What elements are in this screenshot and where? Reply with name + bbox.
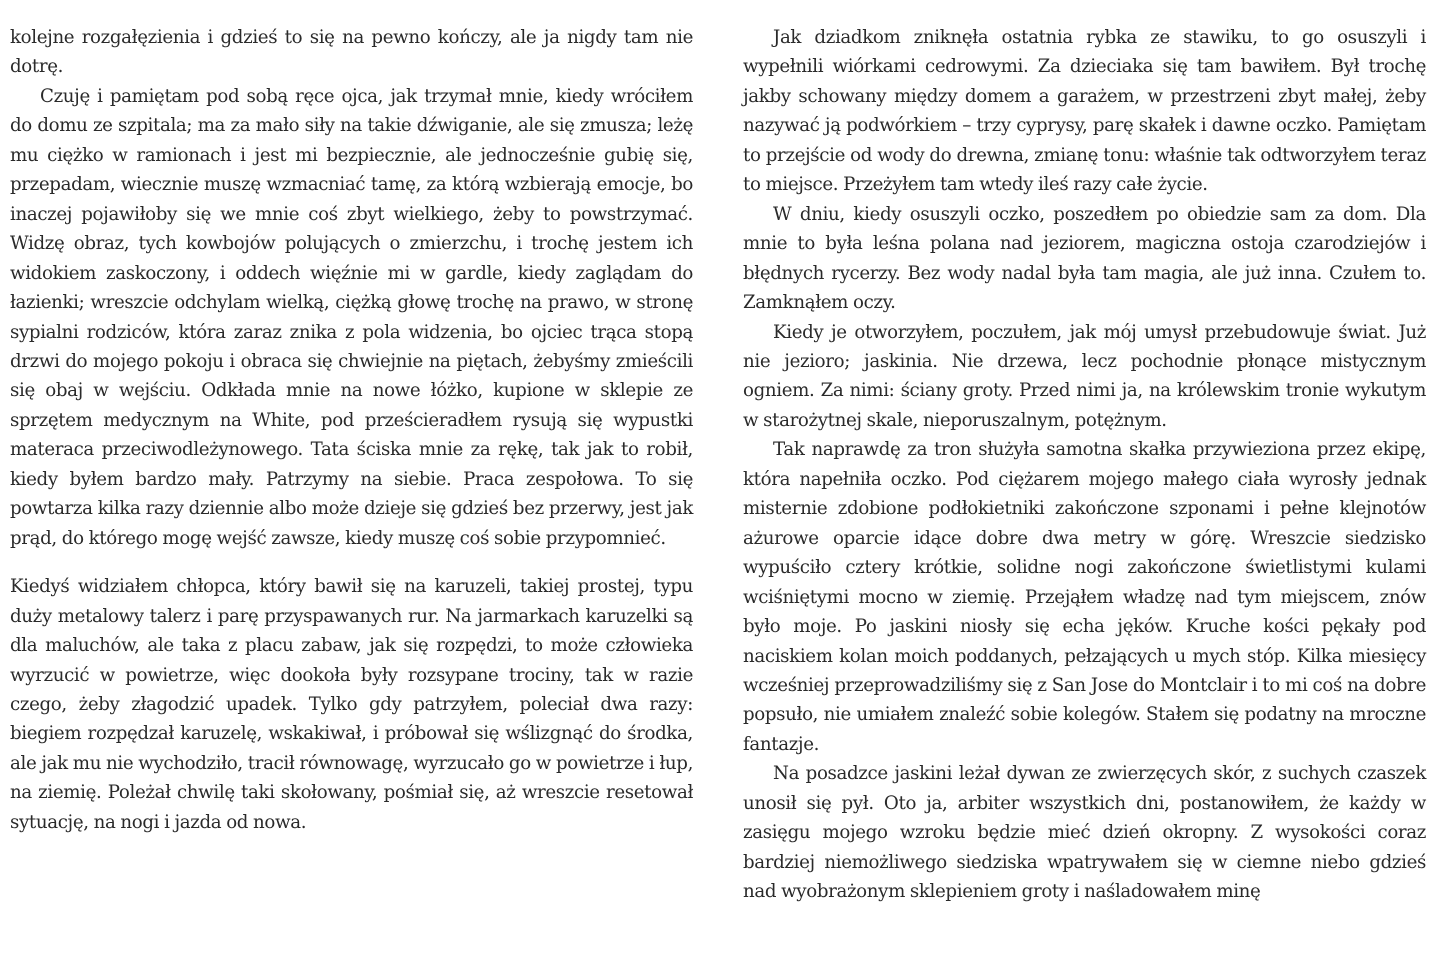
- paragraph: Na posadzce jaskini leżał dywan ze zwierzęcych skór, z suchych czaszek unosił się pył. Oto ja, arbiter wszystkich dni, postanowiłem, że każdy w zasięgu mojego wzroku będzie mieć dzień okropny. Z wysokości coraz bardziej niemożliwego siedziska wpatrywałem się w ciemne niebo gdzieś nad wyobrażonym sklepieniem groty i naśladowałem minę: [743, 763, 1426, 903]
- paragraph: Kiedy je otworzyłem, poczułem, jak mój umysł przebudowuje świat. Już nie jezioro; jaskinia. Nie drzewa, lecz pochodnie płonące mistycznym ogniem. Za nimi: ściany groty. Przed nimi ja, na królewskim tronie wykutym w starożytnej skale, nieporuszalnym, potężnym.: [743, 321, 1426, 431]
- paragraph: W dniu, kiedy osuszyli oczko, poszedłem po obiedzie sam za dom. Dla mnie to była leśna polana nad jeziorem, magiczna ostoja czarodziejów i błędnych rycerzy. Bez wody nadal była tam magia, ale już inna. Czułem to. Zamknąłem oczy.: [743, 203, 1426, 314]
- right-page[interactable]: [743, 23, 1426, 907]
- paragraph-section-start: Kiedyś widziałem chłopca, który bawił się na karuzeli, takiej prostej, typu duży metalowy talerz i parę przyspawanych rur. Na jarmarkach karuzelki są dla maluchów, ale taka z placu zabaw, jak się rozpędzi, to może człowieka wyrzucić w powietrze, więc dookoła były rozsypane trociny, tak w razie czego, żeby złagodzić upadek. Tylko gdy patrzyłem, poleciał dwa razy: biegiem rozpędzał karuzelę, wskakiwał, i próbował się wślizgnąć do środka, ale jak mu nie wychodziło, tracił równowagę, wyrzucało go w powietrze i łup, na ziemię. Poleżał chwilę taki skołowany, pośmiał się, aż wreszcie resetował sytuację, na nogi i jazda od nowa.: [10, 576, 693, 833]
- paragraph: Czuję i pamiętam pod sobą ręce ojca, jak trzymał mnie, kiedy wróciłem do domu ze szpitala; ma za mało siły na takie dźwiganie, ale się zmusza; leżę mu ciężko w ramionach i jest mi bezpiecznie, ale jednocześnie gubię się, przepadam, wiecznie muszę wzmacniać tamę, za którą wzbierają emocje, bo inaczej pojawiłoby się we mnie coś zbyt wielkiego, żeby to powstrzymać. Widzę obraz, tych kowbojów polujących o zmierzchu, i trochę jestem ich widokiem zaskoczony, i oddech więźnie mi w gardle, kiedy zaglądam do łazienki; wreszcie odchylam wielką, ciężką głowę trochę na prawo, w stronę sypialni rodziców, która zaraz znika z pola widzenia, bo ojciec trąca stopą drzwi do mojego pokoju i obraca się chwiejnie na piętach, żebyśmy zmieścili się obaj w wejściu. Odkłada mnie na nowe łóżko, kupione w sklepie ze sprzętem medycznym na White, pod prześcieradłem rysują się wypustki materaca przeciwodleżynowego. Tata ściska mnie za rękę, tak jak to robił, kiedy byłem bardzo mały. Patrzymy na siebie. Praca zespołowa. To się powtarza kilka razy dziennie albo może dzieje się gdzieś bez przerwy, jest jak prąd, do którego mogę wejść zawsze, kiedy muszę coś sobie przypomnieć.: [10, 85, 693, 549]
- paragraph: Jak dziadkom zniknęła ostatnia rybka ze stawiku, to go osuszyli i wypełnili wiórkami cedrowymi. Za dzieciaka się tam bawiłem. Był trochę jakby schowany między domem a garażem, w przestrzeni zbyt małej, żeby nazywać ją podwórkiem – trzy cyprysy, parę skałek i dawne oczko. Pamiętam to przejście od wody do drewna, zmianę tonu: właśnie tak odtworzyłem teraz to miejsce. Przeżyłem tam wtedy ileś razy całe życie.: [743, 27, 1426, 196]
- paragraph-continued: kolejne rozgałęzienia i gdzieś to się na pewno kończy, ale ja nigdy tam nie dotrę.: [10, 27, 693, 78]
- paragraph: Tak naprawdę za tron służyła samotna skałka przywieziona przez ekipę, która napełniła oczko. Pod ciężarem mojego małego ciała wyrosły jednak misternie zdobione podłokietniki zakończone szponami i pełne klejnotów ażurowe oparcie idące dobre dwa metry w górę. Wreszcie siedzisko wypuściło cztery krótkie, solidne nogi zakończone świetlistymi kulami wciśniętymi mocno w ziemię. Przejąłem władzę nad tym miejscem, znów było moje. Po jaskini niosły się echa jęków. Kruche kości pękały pod naciskiem kolan moich poddanych, pełzających u mych stóp. Kilka miesięcy wcześniej przeprowadziliśmy się z San Jose do Montclair i to mi coś na dobre popsuło, nie umiałem znaleźć sobie kolegów. Stałem się podatny na mroczne fantazje.: [743, 439, 1426, 755]
- left-page[interactable]: [10, 23, 693, 837]
